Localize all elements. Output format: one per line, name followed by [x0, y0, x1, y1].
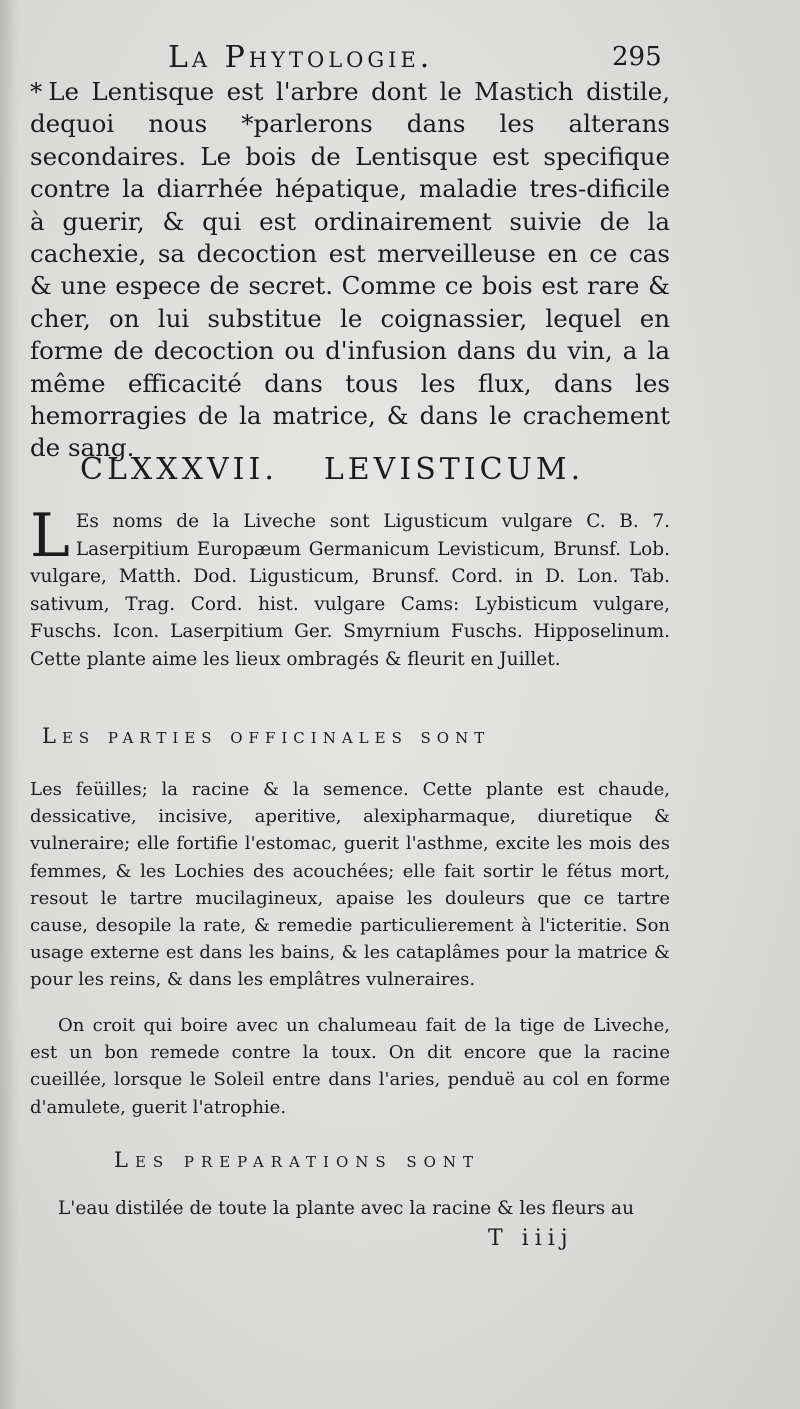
section-name: LEVISTICUM. — [323, 452, 585, 487]
section-title — [80, 452, 620, 487]
paragraph-text: Le Lentisque est l'arbre dont le Mastich distile, dequoi nous *parlerons dans les alterans secondaires. Le bois de Lentisque est specifique contre la diarrhée hépatique, maladie tres-dificile à guerir, & qui est ordinairement suivie de la cachexie, sa decoction est merveilleuse en ce cas & une espece de secret. Comme ce bois est rare & cher, on lui substitue le coignassier, lequel en forme de decoction ou d'infusion dans du vin, a la même efficacité dans tous les flux, dans les hemorragies de la matrice, & dans le crachement de sang. — [30, 77, 670, 463]
names-paragraph — [30, 501, 670, 673]
footnote-marker: * — [30, 77, 43, 106]
subheading-officinal-parts: Les parties officinales sont — [42, 724, 491, 748]
belief-paragraph: On croit qui boire avec un chalumeau fait de la tige de Liveche, est un bon remede contre la toux. On dit encore que la racine cueillée, lorsque le Soleil entre dans l'aries, penduë au col en forme d'amulete, guerit l'atrophie. — [30, 1015, 670, 1118]
paragraph-text: Es noms de la Liveche sont Ligusticum vulgare C. B. 7. Laserpitium Europæum Germanicum Levisticum, Brunsf. Lob. vulgare, Matth. Dod. Ligusticum, Brunsf. Cord. in D. Lon. Tab. sativum, Trag. Cord. hist. vulgare Cams: Lybisticum vulgare, Fuschs. Icon. Laserpitium Ger. Smyrnium Fuschs. Hipposelinum. Cette plante aime les lieux ombragés & fleurit en Juillet. — [30, 511, 670, 670]
gutter-shadow — [0, 0, 18, 1409]
preparations-paragraph: L'eau distilée de toute la plante avec la racine & les fleurs au — [58, 1198, 635, 1219]
section-number: CLXXXVII. — [80, 452, 278, 487]
signature-mark: T iiij — [488, 1226, 574, 1251]
page-header — [0, 40, 800, 80]
drop-cap: L — [30, 501, 70, 571]
properties-paragraph: Les feüilles; la racine & la semence. Cette plante est chaude, dessicative, incisive, aperitive, alexipharmaque, diuretique & vulneraire; elle fortifie l'estomac, guerit l'asthme, excite les mois des femmes, & les Lochies des acouchées; elle fait sortir le fétus mort, resout le tartre mucilagineux, apaise les douleurs que ce tartre cause, desopile la rate, & remedie particulierement à l'icteritie. Son usage externe est dans les bains, & les cataplâmes pour la matrice & pour les reins, & dans les emplâtres vulneraires. — [30, 779, 670, 991]
subheading-preparations: Les preparations sont — [114, 1148, 481, 1172]
page-number: 295 — [612, 42, 662, 72]
lentisque-paragraph — [30, 76, 670, 465]
running-head: La Phytologie. — [168, 40, 434, 75]
